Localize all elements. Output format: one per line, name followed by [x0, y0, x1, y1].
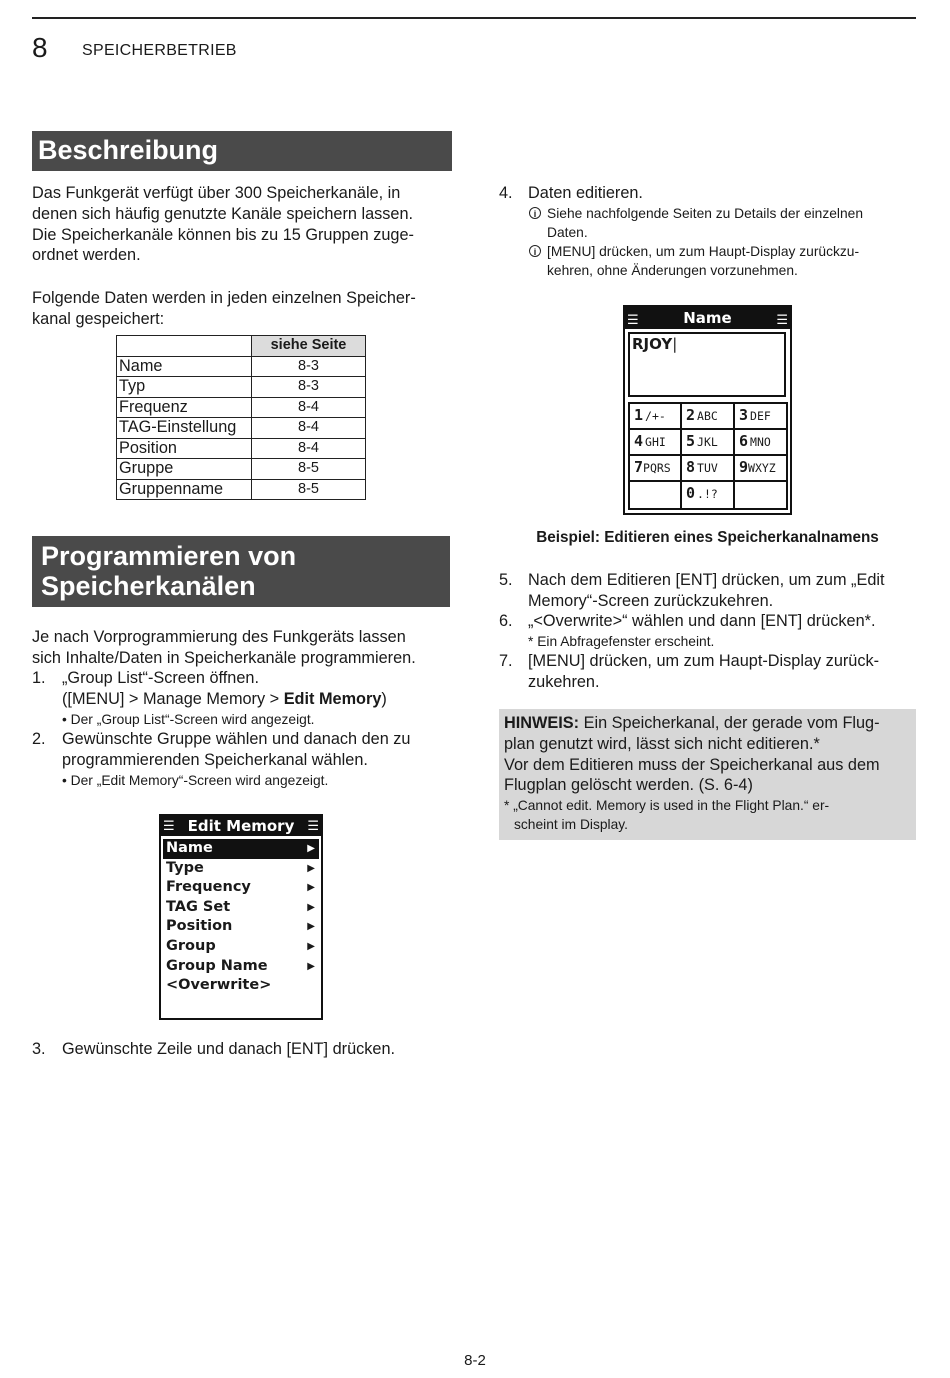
key-digit: 7 — [634, 458, 644, 476]
step-text: Memory“-Screen zurückzukehren. — [528, 591, 774, 610]
table-row — [117, 479, 366, 500]
keypad-key[interactable] — [680, 428, 735, 456]
table-cell-name: Position — [117, 438, 252, 459]
table-cell-page: 8-3 — [252, 356, 366, 377]
arrow-right-icon: ▶ — [307, 960, 315, 972]
arrow-right-icon: ▶ — [307, 862, 315, 874]
step-number: 5. — [499, 571, 513, 589]
text-line: Daten. — [547, 224, 588, 240]
table-header-empty — [117, 336, 252, 357]
keypad-key[interactable] — [680, 454, 735, 482]
key-letters: JKL — [697, 435, 718, 449]
step-number: 4. — [499, 184, 513, 202]
menu-path-bold: Edit Memory — [283, 689, 382, 708]
arrow-right-icon: ▶ — [307, 921, 315, 933]
step-number: 1. — [32, 669, 46, 687]
step-7 — [499, 651, 919, 693]
step-3 — [32, 1039, 457, 1060]
menu-icon: ☰ — [627, 313, 639, 328]
text-line: Die Speicherkanäle können bis zu 15 Gruppen zuge- — [32, 225, 414, 244]
keypad-key[interactable] — [680, 402, 735, 430]
step-text: Gewünschte Zeile und danach [ENT] drücken. — [62, 1040, 396, 1058]
menu-item-frequency[interactable] — [163, 878, 319, 898]
arrow-right-icon: ▶ — [307, 901, 315, 913]
table-cell-page: 8-3 — [252, 377, 366, 398]
menu-item-label: Group Name — [166, 957, 268, 974]
menu-icon: ☰ — [307, 819, 319, 834]
table-row — [117, 459, 366, 480]
keypad-key[interactable] — [680, 480, 735, 510]
name-input-value: RJOY — [632, 335, 673, 353]
note-text — [504, 713, 908, 734]
key-digit: 8 — [686, 458, 696, 476]
table-cell-name: Gruppenname — [117, 479, 252, 500]
key-letters: GHI — [645, 435, 666, 449]
table-cell-name: Name — [117, 356, 252, 377]
screen-title: Edit Memory — [187, 817, 295, 835]
step-number: 3. — [32, 1040, 46, 1058]
step-number: 6. — [499, 612, 513, 630]
heading-line: Speicherkanälen — [41, 571, 256, 601]
key-letters: .!? — [697, 487, 718, 501]
keypad-key[interactable] — [733, 402, 788, 430]
keypad-key-blank[interactable] — [628, 480, 682, 510]
table-cell-page: 8-4 — [252, 418, 366, 439]
menu-item-position[interactable] — [163, 917, 319, 937]
keypad-key[interactable] — [733, 454, 788, 482]
key-letters: TUV — [697, 461, 718, 475]
menu-item-label: Frequency — [166, 879, 251, 896]
menu-item-label: Type — [166, 859, 204, 876]
menu-item-label: Position — [166, 918, 233, 935]
step-6 — [499, 611, 919, 651]
step-text: Nach dem Editieren [ENT] drücken, um zum „Edit — [528, 571, 885, 589]
step-text: Gewünschte Gruppe wählen und danach den zu — [62, 730, 411, 748]
figure-caption: Beispiel: Editieren eines Speicherkanalnamens — [536, 529, 879, 546]
table-cell-page: 8-5 — [252, 459, 366, 480]
menu-item-type[interactable] — [163, 859, 319, 879]
step-number: 7. — [499, 652, 513, 670]
arrow-right-icon: ▶ — [307, 940, 315, 952]
key-letters: /+- — [645, 409, 666, 423]
screen-title: Name — [683, 309, 732, 327]
info-icon: i — [529, 245, 541, 257]
arrow-right-icon: ▶ — [307, 882, 315, 894]
arrow-right-icon: ▶ — [307, 843, 315, 854]
screen-title-bar — [161, 816, 321, 836]
screen-title-bar — [625, 307, 790, 329]
keypad-key[interactable] — [628, 402, 682, 430]
text-cursor: | — [672, 335, 678, 353]
text-line: sich Inhalte/Daten in Speicherkanäle programmieren. — [32, 648, 416, 667]
text-line: Folgende Daten werden in jeden einzelnen Speicher- — [32, 289, 416, 307]
data-list-intro — [32, 288, 457, 330]
note-footnote: scheint im Display. — [514, 817, 628, 833]
text-line: Je nach Vorprogrammierung des Funkgeräts lassen — [32, 628, 406, 646]
step-text: zukehren. — [528, 672, 600, 691]
step-5 — [499, 570, 919, 612]
key-digit: 5 — [686, 432, 696, 450]
info-note-2 — [528, 242, 919, 280]
page-number: 8-2 — [464, 1352, 486, 1369]
menu-item-label: <Overwrite> — [166, 977, 272, 994]
step-bullet: • Der „Edit Memory“-Screen wird angezeigt. — [62, 772, 329, 788]
text-line: Vor dem Editieren muss der Speicherkanal aus dem — [504, 755, 880, 774]
chapter-title: SPEICHERBETRIEB — [82, 42, 237, 59]
text-line: ordnet werden. — [32, 246, 141, 265]
note-box — [499, 709, 916, 840]
table-header-row — [117, 336, 366, 357]
key-digit: 6 — [739, 432, 749, 450]
keypad-key[interactable] — [628, 428, 682, 456]
menu-icon: ☰ — [163, 819, 175, 834]
key-digit: 0 — [686, 484, 696, 502]
chapter-number: 8 — [32, 32, 48, 63]
keypad-key[interactable] — [628, 454, 682, 482]
menu-item-tag-set[interactable] — [163, 898, 319, 918]
table-cell-page: 8-4 — [252, 438, 366, 459]
keypad-key-blank[interactable] — [733, 480, 788, 510]
note-label: HINWEIS: — [504, 714, 580, 732]
keypad-key[interactable] — [733, 428, 788, 456]
table-row — [117, 438, 366, 459]
text-line: kanal gespeichert: — [32, 309, 165, 328]
menu-list — [161, 836, 321, 996]
table-cell-name: Typ — [117, 377, 252, 398]
key-letters: MNO — [750, 435, 771, 449]
text-line: Das Funkgerät verfügt über 300 Speicherkanäle, in — [32, 184, 401, 202]
table-cell-name: Frequenz — [117, 397, 252, 418]
heading-line: Programmieren von — [41, 541, 297, 571]
step-1 — [32, 668, 457, 729]
key-letters: DEF — [750, 409, 771, 423]
text-line: plan genutzt wird, lässt sich nicht editieren.* — [504, 734, 820, 753]
menu-item-overwrite[interactable] — [163, 976, 319, 996]
section-heading-programmieren — [32, 536, 450, 607]
text-line: denen sich häufig genutzte Kanäle speichern lassen. — [32, 204, 414, 223]
step-number: 2. — [32, 730, 46, 748]
name-edit-screen — [623, 305, 792, 515]
table-cell-name: TAG-Einstellung — [117, 418, 252, 439]
text-line: Siehe nachfolgende Seiten zu Details der einzelnen — [547, 205, 864, 221]
key-digit: 4 — [634, 432, 644, 450]
menu-item-label: Name — [166, 840, 213, 856]
description-paragraph — [32, 183, 457, 266]
key-digit: 1 — [634, 406, 644, 424]
text-line: [MENU] drücken, um zum Haupt-Display zurückzu- — [547, 243, 860, 259]
key-letters: PQRS — [643, 461, 671, 475]
step-bullet: • Der „Group List“-Screen wird angezeigt. — [62, 711, 315, 727]
programming-intro — [32, 627, 457, 669]
note-footnote: * „Cannot edit. Memory is used in the Flight Plan.“ er- — [504, 798, 830, 814]
menu-item-group-name[interactable] — [163, 957, 319, 977]
table-header-page: siehe Seite — [252, 336, 366, 357]
step-text: Daten editieren. — [528, 184, 643, 202]
menu-item-group[interactable] — [163, 937, 319, 957]
table-row — [117, 397, 366, 418]
menu-path-suffix: ) — [381, 689, 387, 708]
step-text: programmierenden Speicherkanal wählen. — [62, 750, 368, 769]
table-cell-page: 8-4 — [252, 397, 366, 418]
table-row — [117, 418, 366, 439]
step-text: „Group List“-Screen öffnen. — [62, 669, 259, 687]
menu-item-label: Group — [166, 937, 216, 954]
info-note-1 — [528, 204, 919, 242]
menu-path-prefix: ([MENU] > Manage Memory > — [62, 689, 284, 708]
table-cell-name: Gruppe — [117, 459, 252, 480]
memory-data-table — [116, 335, 366, 500]
step-text: [MENU] drücken, um zum Haupt-Display zurück- — [528, 652, 880, 670]
name-input-field[interactable] — [628, 332, 786, 397]
key-digit: 2 — [686, 406, 696, 424]
table-row — [117, 377, 366, 398]
key-digit: 3 — [739, 406, 749, 424]
menu-item-label: TAG Set — [166, 898, 231, 915]
step-4 — [499, 183, 919, 280]
section-heading-beschreibung: Beschreibung — [32, 131, 452, 171]
text-line: Flugplan gelöscht werden. (S. 6-4) — [504, 776, 753, 795]
menu-item-name[interactable] — [163, 839, 319, 859]
menu-path — [62, 689, 457, 710]
table-row — [117, 356, 366, 377]
key-letters: WXYZ — [748, 461, 776, 475]
step-footnote: * Ein Abfragefenster erscheint. — [528, 633, 715, 649]
key-letters: ABC — [697, 409, 718, 423]
menu-icon: ☰ — [776, 313, 788, 328]
keypad — [628, 402, 788, 512]
text-line: kehren, ohne Änderungen vorzunehmen. — [547, 262, 798, 278]
table-cell-page: 8-5 — [252, 479, 366, 500]
step-text: „<Overwrite>“ wählen und dann [ENT] drücken*. — [528, 612, 876, 630]
key-digit: 9 — [739, 458, 749, 476]
info-icon: i — [529, 207, 541, 219]
step-2 — [32, 729, 457, 790]
edit-memory-screen — [159, 814, 323, 1020]
text-line: Ein Speicherkanal, der gerade vom Flug- — [579, 714, 880, 732]
header-rule — [32, 17, 916, 19]
